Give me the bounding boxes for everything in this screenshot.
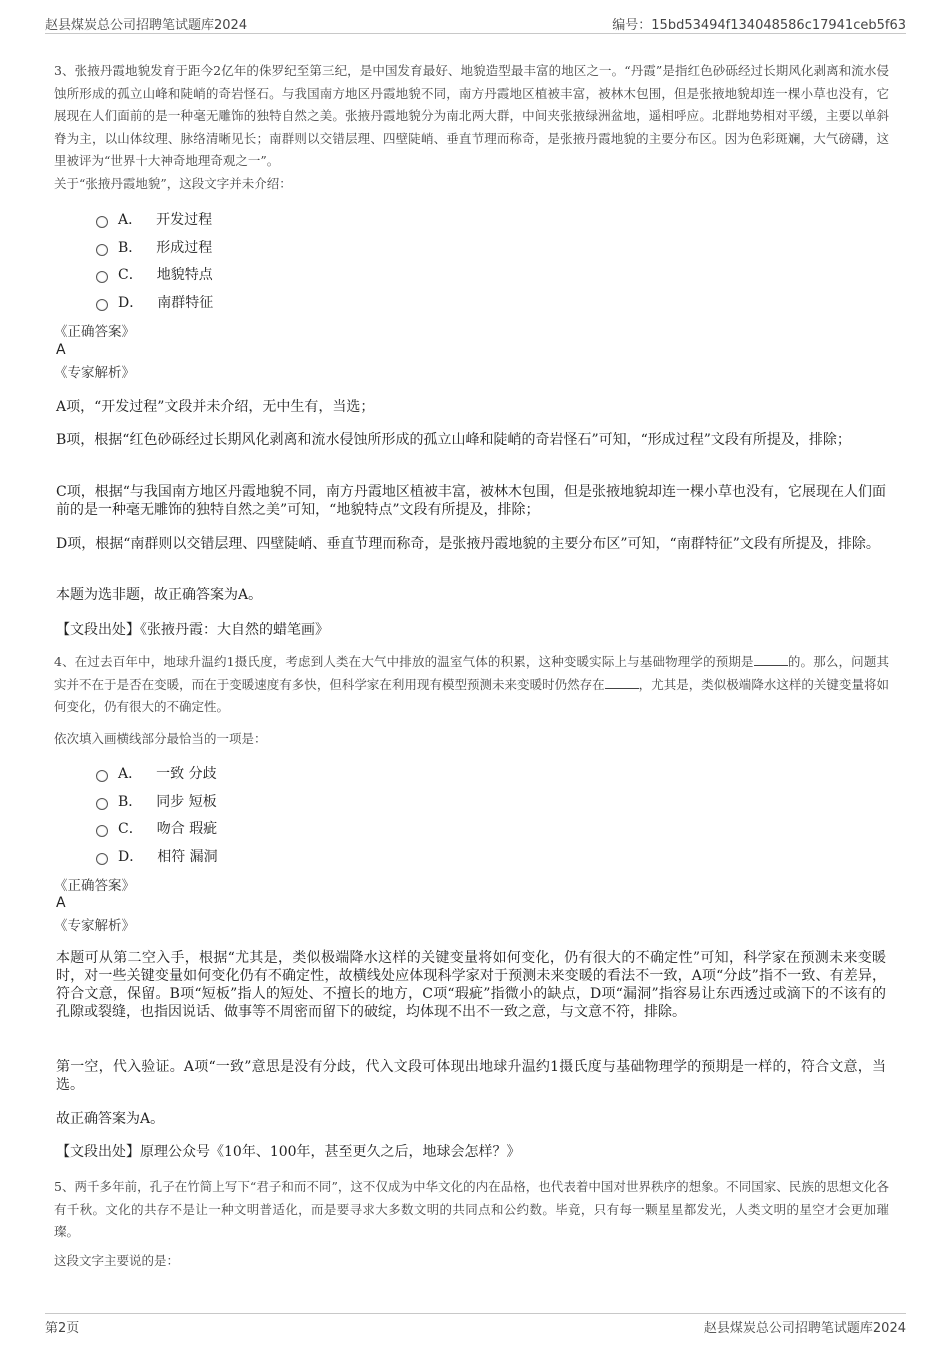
q4-answer-label: 《正确答案》 [54,878,135,894]
radio-button-icon[interactable] [96,825,108,837]
option-letter: B． [118,793,143,810]
option-letter: A． [118,211,143,228]
q4-option-c[interactable] [96,815,496,843]
q3-answer-label: 《正确答案》 [54,324,135,340]
q4-passage-part2: 的。那么，问题其实并不在于是否在变暖，而在于变暖速度有多快，但科学家在利用现有模型预测未来变暖时仍然存在 [54,654,889,692]
option-text: 相符 漏洞 [157,848,218,865]
q4-answer: A [56,895,66,911]
radio-button-icon[interactable] [96,798,108,810]
option-letter: C． [118,267,143,284]
q4-question: 依次填入画横线部分最恰当的一项是： [54,731,267,746]
q3-analysis-d: D项，根据“南群则以交错层理、四壁陡峭、垂直节理而称奇，是张掖丹霞地貌的主要分布区”可知，“南群特征”文段有所提及，排除。 [56,536,880,552]
fill-blank [605,676,639,689]
radio-button-icon[interactable] [96,853,108,865]
header-title: 赵县煤炭总公司招聘笔试题库2024 [45,18,248,33]
radio-button-icon[interactable] [96,271,108,283]
option-letter: D． [118,848,144,865]
q4-analysis-second-blank: 本题可从第二空入手，根据“尤其是，类似极端降水这样的关键变量将如何变化，仍有很大的不确定性”可知，科学家在预测未来变暖时，对一些关键变量如何变化仍有不确定性，故横线处应体现科学家对于预测未来变暖的看法不一致，A项“分歧”指不一致、有差异，符合文意，保留。B项“短板”指人的短处、不擅长的地方，C项“瑕疵”指微小的缺点，D项“漏洞”指容易让东西透过或滴下的不该有的孔隙或裂缝，也指因说话、做事等不周密而留下的破绽，均体现不出不一致之意，与文意不符，排除。 [56,950,886,1020]
radio-button-icon[interactable] [96,216,108,228]
q3-option-a[interactable] [96,206,496,234]
header-serial-number: 编号：15bd53494f134048586c17941ceb5f63 [612,18,906,33]
page-number: 第2页 [45,1321,80,1336]
q4-options [96,760,496,871]
option-text: 南群特征 [157,294,214,311]
q3-option-c[interactable] [96,261,496,289]
footer-title: 赵县煤炭总公司招聘笔试题库2024 [703,1321,906,1336]
q5-question: 这段文字主要说的是： [54,1253,180,1268]
q4-option-d[interactable] [96,843,496,871]
q3-analysis-a: A项，“开发过程”文段并未介绍，无中生有，当选； [56,399,375,415]
option-text: 开发过程 [156,211,213,228]
page-footer [45,1313,906,1336]
option-text: 同步 短板 [156,793,217,810]
q4-option-a[interactable] [96,760,496,788]
q4-analysis-label: 《专家解析》 [54,918,135,934]
q3-option-b[interactable] [96,234,496,262]
option-letter: B． [118,239,143,256]
q4-passage [54,651,889,719]
radio-button-icon[interactable] [96,244,108,256]
radio-button-icon[interactable] [96,770,108,782]
fill-blank [754,653,788,666]
q3-source: 【文段出处】《张掖丹霞：大自然的蜡笔画》 [56,622,329,638]
option-letter: A． [118,765,143,782]
q3-passage: 3、张掖丹霞地貌发育于距今2亿年的侏罗纪至第三纪，是中国发育最好、地貌造型最丰富的地区之一。“丹霞”是指红色砂砾经过长期风化剥离和流水侵蚀所形成的孤立山峰和陡峭的奇岩怪石。与我国南方地区丹霞地貌不同，南方丹霞地区植被丰富，被林木包围，但是张掖地貌却连一棵小草也没有，它展现在人们面前的是一种毫无雕饰的独特自然之美。张掖丹霞地貌分为南北两大群，中间夹张掖绿洲盆地，遥相呼应。北群地势相对平缓，主要以单斜脊为主，以山体纹理、脉络清晰见长；南群则以交错层理、四壁陡峭、垂直节理而称奇，是张掖丹霞地貌的主要分布区。因为色彩斑斓，大气磅礴，这里被评为“世界十大神奇地理奇观之一”。 [54,63,889,168]
page-header [45,11,906,34]
q4-option-b[interactable] [96,788,496,816]
q3-analysis-label: 《专家解析》 [54,365,135,381]
option-text: 一致 分歧 [156,765,217,782]
option-text: 形成过程 [156,239,213,256]
q3-option-d[interactable] [96,289,496,317]
q5-passage: 5、两千多年前，孔子在竹简上写下“君子和而不同”，这不仅成为中华文化的内在品格，也代表着中国对世界秩序的想象。不同国家、民族的思想文化各有千秋。文化的共存不是让一种文明普适化，而是要寻求大多数文明的共同点和公约数。毕竟，只有每一颗星星都发光，人类文明的星空才会更加璀璨。 [54,1179,889,1239]
q3-analysis-c: C项，根据“与我国南方地区丹霞地貌不同，南方丹霞地区植被丰富，被林木包围，但是张掖地貌却连一棵小草也没有，它展现在人们面前的是一种毫无雕饰的独特自然之美”可知，“地貌特点”文段有所提及，排除； [56,484,886,518]
q4-source: 【文段出处】原理公众号《10年、100年，甚至更久之后，地球会怎样？》 [56,1144,521,1160]
q3-options [96,206,496,317]
q4-analysis-first-blank: 第一空，代入验证。A项“一致”意思是没有分歧，代入文段可体现出地球升温约1摄氏度与基础物理学的预期是一样的，符合文意，当选。 [56,1059,886,1093]
q3-conclusion: 本题为选非题，故正确答案为A。 [56,587,263,603]
q3-answer: A [56,342,66,358]
radio-button-icon[interactable] [96,299,108,311]
q3-analysis-b: B项，根据“红色砂砾经过长期风化剥离和流水侵蚀所形成的孤立山峰和陡峭的奇岩怪石”可知，“形成过程”文段有所提及，排除； [56,432,851,448]
q4-passage-part1: 4、在过去百年中，地球升温约1摄氏度，考虑到人类在大气中排放的温室气体的积累，这种变暖实际上与基础物理学的预期是 [54,654,754,669]
q4-passage-part3: ，尤其是，类似极端降水这样的关键变量将如何变化，仍有很大的不确定性。 [54,676,889,714]
option-letter: D． [118,294,144,311]
option-text: 吻合 瑕疵 [156,821,218,838]
option-text: 地貌特点 [156,267,213,284]
q3-question: 关于“张掖丹霞地貌”，这段文字并未介绍： [54,176,292,191]
q4-conclusion: 故正确答案为A。 [56,1111,165,1127]
option-letter: C． [118,821,143,838]
